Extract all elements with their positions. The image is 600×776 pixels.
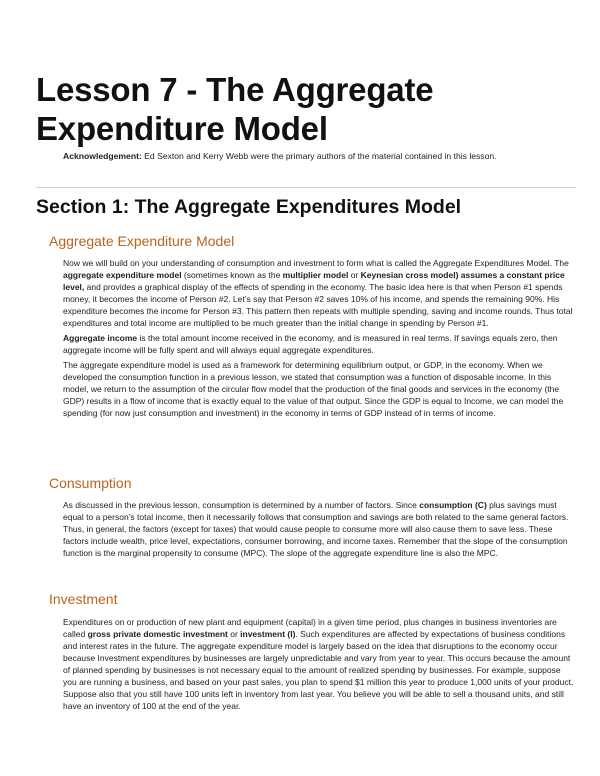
heading-investment: Investment xyxy=(49,591,118,607)
consumption-body xyxy=(63,499,574,562)
paragraph-aggregate-model: Now we will build on your understanding of consumption and investment to form what is called the Aggregate Expenditures Model. The aggregate expenditure model (sometimes known as the multiplier model or Keynesian cross model) assumes a constant price level, and provides a graphical display of the effects of spending in the economy. The basic idea here is that when Person #1 spends money, it becomes the income of Person #2. Let’s say that Person #2 saves 10% of his income, and spends the remaining 90%. His expenditure becomes the income for Person #3. This pattern then repeats with multiple spending, saving and income rounds. Thus total expenditures and total income are multiplied to be much greater than the initial change in spending by Person #1. xyxy=(63,258,573,328)
acknowledgement xyxy=(63,150,583,162)
paragraph-consumption: As discussed in the previous lesson, consumption is determined by a number of factors. Since consumption (C) plus savings must equal to a person’s total income, then it necessarily follows that consumption and savings are both related to the same general factors. Thus, in general, the factors (except for taxes) that would cause people to consume more will also cause them to save less. These factors include wealth, price level, expectations, consumer borrowing, and income taxes. Remember that the slope of the consumption function is the marginal propensity to consume (MPC). The slope of the aggregate expenditure line is also the MPC. xyxy=(63,500,569,558)
heading-consumption: Consumption xyxy=(49,475,132,491)
paragraph-framework: The aggregate expenditure model is used as a framework for determining equilibrium output, or GDP, in the economy. When we developed the consumption function in a previous lesson, we stated that consumption was a function of disposable income. In this model, we return to the assumption of the circular flow model that the production of the final goods and services in the economy (the GDP) results in a flow of income that is exactly equal to the value of that output. Since the GDP is equal to Income, we can model the spending (for now just consumption and investment) in the economy in terms of GDP instead of in terms of income. xyxy=(63,360,564,418)
acknowledgement-label: Acknowledgement: xyxy=(63,151,142,161)
heading-aggregate-expenditure-model: Aggregate Expenditure Model xyxy=(49,233,235,249)
lesson-title: Lesson 7 - The Aggregate Expenditure Model xyxy=(36,71,434,147)
paragraph-aggregate-income: Aggregate income is the total amount income received in the economy, and is measured in real terms. If savings equals zero, then aggregate income will be fully spent and will always equal aggregate expenditures. xyxy=(63,333,558,355)
investment-body xyxy=(63,616,574,715)
paragraph-investment: Expenditures on or production of new plant and equipment (capital) in a given time period, plus changes in business inventories are called gross private domestic investment or investment (I). Such expenditures are affected by expectations of business conditions and interest rates in the future. The aggregate expenditure model is largely based on the idea that disruptions to the economy occur because Investment expenditures by businesses are largely unpredictable and vary from year to year. This occurs because the amount of planned spending by businesses is not necessary equal to the amount of realized spending by businesses. For example, suppose you are running a business, and based on your past sales, you plan to spend $1 million this year to produce 1,000 units of your product. Suppose also that you still have 100 units left in inventory from last year. You believe you will be able to sell a thousand units, and still have an inventory of 100 at the end of the year. xyxy=(63,617,574,711)
acknowledgement-text: Ed Sexton and Kerry Webb were the primary authors of the material contained in this lesson. xyxy=(141,151,497,161)
aggregate-expenditure-body xyxy=(63,257,574,422)
section-divider xyxy=(36,187,576,188)
section-title: Section 1: The Aggregate Expenditures Model xyxy=(36,196,462,218)
